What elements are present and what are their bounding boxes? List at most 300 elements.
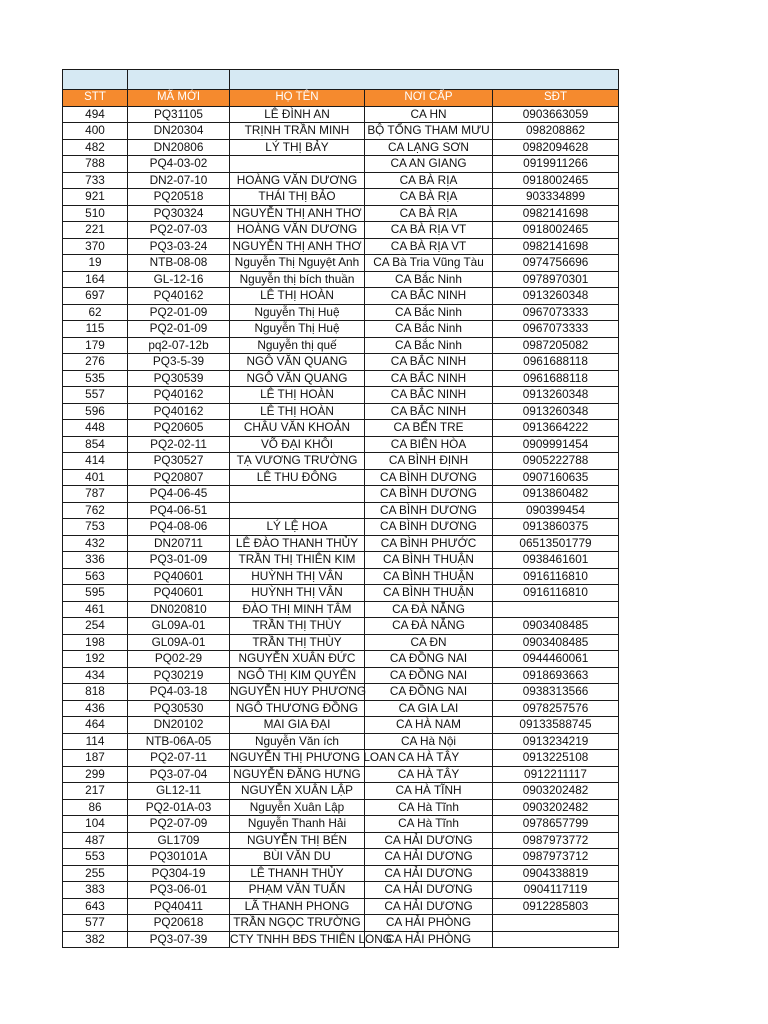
table-row xyxy=(63,123,619,140)
sdt-cell[interactable]: 0967073333 xyxy=(493,321,619,338)
ho-ten-cell[interactable]: TẠ VƯƠNG TRƯỜNG xyxy=(230,453,365,470)
ho-ten-cell[interactable]: THÁI THỊ BẢO xyxy=(230,189,365,206)
ma-moi-cell[interactable]: PQ3-07-04 xyxy=(128,766,230,783)
ma-moi-cell[interactable]: PQ30539 xyxy=(128,370,230,387)
sdt-cell[interactable]: 0903663059 xyxy=(493,106,619,123)
stt-cell[interactable]: 179 xyxy=(63,337,128,354)
table-row xyxy=(63,733,619,750)
table-row xyxy=(63,750,619,767)
table-row xyxy=(63,849,619,866)
stt-cell[interactable]: 577 xyxy=(63,915,128,932)
stt-cell[interactable]: 221 xyxy=(63,222,128,239)
ma-moi-cell[interactable]: PQ3-03-24 xyxy=(128,238,230,255)
stt-cell[interactable]: 62 xyxy=(63,304,128,321)
noi-cap-cell[interactable]: CA HẢI DƯƠNG xyxy=(365,832,493,849)
header-row xyxy=(63,90,619,107)
ma-moi-cell[interactable]: PQ20618 xyxy=(128,915,230,932)
ho-ten-cell[interactable]: NGUYỄN THỊ BÉN xyxy=(230,832,365,849)
spreadsheet xyxy=(62,69,619,948)
ho-ten-cell[interactable]: LÊ THỊ HOÀN xyxy=(230,288,365,305)
table-row xyxy=(63,552,619,569)
table-row xyxy=(63,568,619,585)
ho-ten-cell[interactable]: TRỊNH TRẦN MINH xyxy=(230,123,365,140)
noi-cap-cell[interactable]: CA BÀ RỊA xyxy=(365,205,493,222)
ma-moi-cell[interactable]: PQ02-29 xyxy=(128,651,230,668)
sdt-cell[interactable] xyxy=(493,915,619,932)
blank-cell[interactable] xyxy=(63,70,128,90)
sdt-cell[interactable]: 0904338819 xyxy=(493,865,619,882)
noi-cap-cell[interactable]: CA HÀ TĨNH xyxy=(365,783,493,800)
ho-ten-cell[interactable]: NGUYỄN XUÂN ĐỨC xyxy=(230,651,365,668)
sdt-cell[interactable]: 0938461601 xyxy=(493,552,619,569)
records-table xyxy=(62,69,619,948)
ho-ten-cell[interactable]: MAI GIA ĐẠI xyxy=(230,717,365,734)
stt-cell[interactable]: 336 xyxy=(63,552,128,569)
sdt-cell[interactable]: 0903202482 xyxy=(493,783,619,800)
table-row xyxy=(63,816,619,833)
stt-cell[interactable]: 432 xyxy=(63,535,128,552)
ho-ten-cell[interactable]: LÊ THỊ HOÀN xyxy=(230,387,365,404)
ho-ten-cell[interactable]: Nguyễn Xuân Lập xyxy=(230,799,365,816)
sdt-cell[interactable]: 0918693663 xyxy=(493,667,619,684)
table-row xyxy=(63,304,619,321)
sdt-cell[interactable]: 0903408485 xyxy=(493,634,619,651)
ma-moi-cell[interactable]: PQ20807 xyxy=(128,469,230,486)
stt-cell[interactable]: 217 xyxy=(63,783,128,800)
sdt-cell[interactable]: 0913260348 xyxy=(493,387,619,404)
stt-cell[interactable]: 400 xyxy=(63,123,128,140)
noi-cap-cell[interactable]: CA HÀ TÂY xyxy=(365,750,493,767)
ho-ten-cell[interactable]: LÊ THỊ HOÀN xyxy=(230,403,365,420)
table-row xyxy=(63,106,619,123)
table-row xyxy=(63,667,619,684)
noi-cap-cell[interactable]: CA Hà Tĩnh xyxy=(365,799,493,816)
sdt-cell[interactable]: 0907160635 xyxy=(493,469,619,486)
noi-cap-cell[interactable]: BỘ TỔNG THAM MƯU xyxy=(365,123,493,140)
table-row xyxy=(63,288,619,305)
ho-ten-cell[interactable]: CTY TNHH BĐS THIÊN LONG xyxy=(230,931,392,946)
noi-cap-cell[interactable]: CA ĐỒNG NAI xyxy=(365,684,493,701)
ma-moi-cell[interactable]: PQ31105 xyxy=(128,106,230,123)
sdt-cell[interactable]: 0913260348 xyxy=(493,403,619,420)
sdt-cell[interactable]: 0982094628 xyxy=(493,139,619,156)
table-row xyxy=(63,222,619,239)
table-row xyxy=(63,651,619,668)
ho-ten-cell[interactable] xyxy=(230,486,365,503)
ho-ten-cell[interactable]: NGÔ VĂN QUANG xyxy=(230,354,365,371)
ho-ten-cell[interactable]: NGUYỄN HUY PHƯƠNG xyxy=(230,684,366,698)
sdt-cell[interactable]: 0909991454 xyxy=(493,436,619,453)
noi-cap-cell[interactable]: CA Bắc Ninh xyxy=(365,337,493,354)
stt-cell[interactable]: 104 xyxy=(63,816,128,833)
ho-ten-cell[interactable]: TRẦN NGỌC TRƯỜNG xyxy=(230,915,365,932)
noi-cap-cell[interactable]: CA Bà Tria Vũng Tàu xyxy=(365,255,493,272)
sdt-cell[interactable]: 0913260348 xyxy=(493,288,619,305)
table-row xyxy=(63,634,619,651)
stt-cell[interactable]: 255 xyxy=(63,865,128,882)
stt-cell[interactable]: 818 xyxy=(63,684,128,701)
header-stt[interactable]: STT xyxy=(63,90,128,107)
ma-moi-cell[interactable]: DN20102 xyxy=(128,717,230,734)
noi-cap-cell[interactable]: CA BẮC NINH xyxy=(365,370,493,387)
blank-cell[interactable] xyxy=(230,70,619,90)
stt-cell[interactable]: 461 xyxy=(63,601,128,618)
ma-moi-cell[interactable]: PQ2-07-03 xyxy=(128,222,230,239)
table-row xyxy=(63,453,619,470)
ma-moi-cell[interactable]: PQ3-5-39 xyxy=(128,354,230,371)
ma-moi-cell[interactable]: PQ4-03-18 xyxy=(128,684,230,701)
sdt-cell[interactable]: 0978257576 xyxy=(493,700,619,717)
stt-cell[interactable]: 557 xyxy=(63,387,128,404)
sdt-cell[interactable]: 0903202482 xyxy=(493,799,619,816)
sdt-cell[interactable]: 06513501779 xyxy=(493,535,619,552)
ma-moi-cell[interactable]: DN20711 xyxy=(128,535,230,552)
table-row xyxy=(63,469,619,486)
noi-cap-cell[interactable]: CA BÀ RỊA xyxy=(365,172,493,189)
ho-ten-cell[interactable]: NGUYỄN XUÂN LẬP xyxy=(230,783,365,800)
noi-cap-cell[interactable]: CA BẮC NINH xyxy=(365,387,493,404)
noi-cap-cell[interactable]: CA Bắc Ninh xyxy=(365,304,493,321)
noi-cap-cell[interactable]: CA HẢI DƯƠNG xyxy=(365,849,493,866)
noi-cap-cell[interactable]: CA LẠNG SƠN xyxy=(365,139,493,156)
sdt-cell[interactable]: 0913664222 xyxy=(493,420,619,437)
ma-moi-cell[interactable]: PQ30324 xyxy=(128,205,230,222)
sdt-cell[interactable]: 0982141698 xyxy=(493,205,619,222)
ho-ten-cell[interactable]: PHẠM VĂN TUẤN xyxy=(230,882,365,899)
stt-cell[interactable]: 510 xyxy=(63,205,128,222)
table-row xyxy=(63,535,619,552)
ho-ten-cell[interactable]: Nguyễn Thị Nguyệt Anh xyxy=(230,255,365,272)
ma-moi-cell[interactable]: PQ30101A xyxy=(128,849,230,866)
sdt-cell[interactable]: 0987205082 xyxy=(493,337,619,354)
stt-cell[interactable]: 164 xyxy=(63,271,128,288)
sdt-cell[interactable]: 098208862 xyxy=(493,123,619,140)
noi-cap-cell[interactable]: CA BÌNH THUẬN xyxy=(365,552,493,569)
table-row xyxy=(63,601,619,618)
ho-ten-cell[interactable] xyxy=(230,156,365,173)
stt-cell[interactable]: 254 xyxy=(63,618,128,635)
stt-cell[interactable]: 187 xyxy=(63,750,128,767)
ho-ten-cell[interactable]: Nguyễn Thị Huệ xyxy=(230,304,365,321)
stt-cell[interactable]: 414 xyxy=(63,453,128,470)
ho-ten-cell[interactable]: LÃ THANH PHONG xyxy=(230,898,365,915)
sdt-cell[interactable]: 0982141698 xyxy=(493,238,619,255)
table-row xyxy=(63,799,619,816)
stt-cell[interactable]: 86 xyxy=(63,799,128,816)
ma-moi-cell[interactable]: PQ3-01-09 xyxy=(128,552,230,569)
sdt-cell[interactable]: 0919911266 xyxy=(493,156,619,173)
noi-cap-cell[interactable]: CA BẮC NINH xyxy=(365,354,493,371)
ho-ten-cell[interactable]: NGUYỄN THỊ PHƯƠNG LOAN xyxy=(230,750,396,764)
ho-ten-cell[interactable]: HUỲNH THỊ VÂN xyxy=(230,568,365,585)
ho-ten-cell[interactable]: LÝ LỆ HOA xyxy=(230,519,365,536)
sdt-cell[interactable] xyxy=(493,931,619,948)
stt-cell[interactable]: 563 xyxy=(63,568,128,585)
ma-moi-cell[interactable]: GL12-11 xyxy=(128,783,230,800)
sdt-cell[interactable]: 0944460061 xyxy=(493,651,619,668)
table-row xyxy=(63,172,619,189)
ho-ten-cell[interactable]: LÊ THU ĐÔNG xyxy=(230,469,365,486)
ma-moi-cell[interactable]: PQ40601 xyxy=(128,568,230,585)
ma-moi-cell[interactable]: PQ2-07-09 xyxy=(128,816,230,833)
table-row xyxy=(63,931,619,948)
sdt-cell[interactable]: 0912285803 xyxy=(493,898,619,915)
sdt-cell[interactable]: 0978657799 xyxy=(493,816,619,833)
sdt-cell[interactable]: 0961688118 xyxy=(493,354,619,371)
header-noi-cap[interactable]: NƠI CẤP xyxy=(365,90,493,107)
noi-cap-cell[interactable]: CA Hà Tĩnh xyxy=(365,816,493,833)
table-row xyxy=(63,139,619,156)
table-row xyxy=(63,684,619,701)
noi-cap-cell[interactable]: CA BÌNH DƯƠNG xyxy=(365,502,493,519)
noi-cap-cell[interactable]: CA HẢI DƯƠNG xyxy=(365,865,493,882)
ma-moi-cell[interactable]: PQ40411 xyxy=(128,898,230,915)
ho-ten-cell[interactable]: NGÔ THỊ KIM QUYÊN xyxy=(230,667,365,684)
sdt-cell[interactable]: 0918002465 xyxy=(493,222,619,239)
ho-ten-cell[interactable]: BÙI VĂN DU xyxy=(230,849,365,866)
stt-cell[interactable]: 787 xyxy=(63,486,128,503)
ma-moi-cell[interactable]: PQ2-01A-03 xyxy=(128,799,230,816)
stt-cell[interactable]: 553 xyxy=(63,849,128,866)
stt-cell[interactable]: 482 xyxy=(63,139,128,156)
noi-cap-cell[interactable]: CA BẮC NINH xyxy=(365,403,493,420)
noi-cap-cell[interactable]: CA BẾN TRE xyxy=(365,420,493,437)
ma-moi-cell[interactable]: PQ40162 xyxy=(128,403,230,420)
table-row xyxy=(63,321,619,338)
ho-ten-cell[interactable]: VÕ ĐẠI KHÔI xyxy=(230,436,365,453)
sdt-cell[interactable]: 0961688118 xyxy=(493,370,619,387)
table-row xyxy=(63,255,619,272)
ho-ten-cell[interactable]: Nguyễn Thanh Hải xyxy=(230,816,365,833)
sdt-cell[interactable]: 0978970301 xyxy=(493,271,619,288)
ho-ten-cell[interactable]: Nguyễn thị bích thuần xyxy=(230,271,365,288)
noi-cap-cell[interactable]: CA HÀ TÂY xyxy=(365,766,493,783)
ma-moi-cell[interactable]: PQ2-01-09 xyxy=(128,304,230,321)
ho-ten-cell[interactable]: Nguyễn Văn ích xyxy=(230,733,365,750)
ho-ten-cell[interactable]: NGÔ VĂN QUANG xyxy=(230,370,365,387)
ma-moi-cell[interactable]: PQ4-06-51 xyxy=(128,502,230,519)
noi-cap-cell[interactable]: CA ĐỒNG NAI xyxy=(365,651,493,668)
sdt-cell[interactable]: 0938313566 xyxy=(493,684,619,701)
stt-cell[interactable]: 299 xyxy=(63,766,128,783)
noi-cap-cell[interactable]: CA ĐN xyxy=(365,634,493,651)
sdt-cell[interactable]: 0912211117 xyxy=(493,766,619,783)
ma-moi-cell[interactable]: GL09A-01 xyxy=(128,634,230,651)
noi-cap-cell[interactable]: CA HN xyxy=(365,106,493,123)
stt-cell[interactable]: 762 xyxy=(63,502,128,519)
stt-cell[interactable]: 114 xyxy=(63,733,128,750)
ma-moi-cell[interactable]: NTB-08-08 xyxy=(128,255,230,272)
ma-moi-cell[interactable]: PQ20518 xyxy=(128,189,230,206)
ma-moi-cell[interactable]: PQ30530 xyxy=(128,700,230,717)
sdt-cell[interactable]: 0913860375 xyxy=(493,519,619,536)
noi-cap-cell[interactable]: CA Bắc Ninh xyxy=(365,321,493,338)
ho-ten-cell[interactable]: HOÀNG VĂN DƯƠNG xyxy=(230,222,365,239)
sdt-cell[interactable]: 090399454 xyxy=(493,502,619,519)
noi-cap-cell[interactable]: CA BÌNH THUẬN xyxy=(365,585,493,602)
stt-cell[interactable]: 370 xyxy=(63,238,128,255)
sdt-cell[interactable]: 903334899 xyxy=(493,189,619,206)
stt-cell[interactable]: 921 xyxy=(63,189,128,206)
stt-cell[interactable]: 854 xyxy=(63,436,128,453)
noi-cap-cell[interactable]: CA Hà Nội xyxy=(365,733,493,750)
sdt-cell[interactable] xyxy=(493,601,619,618)
noi-cap-cell[interactable]: CA ĐÀ NẴNG xyxy=(365,601,493,618)
header-ho-ten[interactable]: HỌ TÊN xyxy=(230,90,365,107)
stt-cell[interactable]: 383 xyxy=(63,882,128,899)
table-row xyxy=(63,717,619,734)
noi-cap-cell[interactable]: CA HẢI PHÒNG xyxy=(365,931,493,948)
sdt-cell[interactable]: 0913234219 xyxy=(493,733,619,750)
ma-moi-cell[interactable]: PQ40162 xyxy=(128,288,230,305)
noi-cap-cell[interactable]: CA HẢI DƯƠNG xyxy=(365,898,493,915)
ho-ten-cell[interactable]: TRẦN THỊ THÙY xyxy=(230,634,365,651)
ma-moi-cell[interactable]: PQ30527 xyxy=(128,453,230,470)
stt-cell[interactable]: 596 xyxy=(63,403,128,420)
ho-ten-cell[interactable]: LÊ ĐÌNH AN xyxy=(230,106,365,123)
ma-moi-cell[interactable]: PQ3-06-01 xyxy=(128,882,230,899)
noi-cap-cell[interactable]: CA BÌNH DƯƠNG xyxy=(365,469,493,486)
stt-cell[interactable]: 535 xyxy=(63,370,128,387)
noi-cap-cell[interactable]: CA Bắc Ninh xyxy=(365,271,493,288)
sdt-cell[interactable]: 0913860482 xyxy=(493,486,619,503)
ma-moi-cell[interactable]: pq2-07-12b xyxy=(128,337,230,354)
ma-moi-cell[interactable]: PQ3-07-39 xyxy=(128,931,230,948)
ma-moi-cell[interactable]: PQ20605 xyxy=(128,420,230,437)
stt-cell[interactable]: 436 xyxy=(63,700,128,717)
table-row xyxy=(63,387,619,404)
ma-moi-cell[interactable]: DN2-07-10 xyxy=(128,172,230,189)
ho-ten-cell[interactable] xyxy=(230,502,365,519)
stt-cell[interactable]: 643 xyxy=(63,898,128,915)
table-row xyxy=(63,271,619,288)
ma-moi-cell[interactable]: GL09A-01 xyxy=(128,618,230,635)
sdt-cell[interactable]: 0918002465 xyxy=(493,172,619,189)
ma-moi-cell[interactable]: NTB-06A-05 xyxy=(128,733,230,750)
ho-ten-cell[interactable]: TRẦN THỊ THÙY xyxy=(230,618,365,635)
noi-cap-cell[interactable]: CA BÀ RỊA xyxy=(365,189,493,206)
sdt-cell[interactable]: 09133588745 xyxy=(493,717,619,734)
stt-cell[interactable]: 434 xyxy=(63,667,128,684)
ma-moi-cell[interactable]: PQ4-06-45 xyxy=(128,486,230,503)
ho-ten-cell[interactable]: CHÂU VĂN KHOẢN xyxy=(230,420,365,437)
ma-moi-cell[interactable]: GL-12-16 xyxy=(128,271,230,288)
stt-cell[interactable]: 115 xyxy=(63,321,128,338)
ma-moi-cell[interactable]: PQ4-03-02 xyxy=(128,156,230,173)
stt-cell[interactable]: 753 xyxy=(63,519,128,536)
stt-cell[interactable]: 382 xyxy=(63,931,128,948)
ma-moi-cell[interactable]: PQ2-02-11 xyxy=(128,436,230,453)
ma-moi-cell[interactable]: DN020810 xyxy=(128,601,230,618)
ho-ten-cell[interactable]: NGUYỄN THỊ ANH THƠ xyxy=(230,205,365,222)
stt-cell[interactable]: 192 xyxy=(63,651,128,668)
stt-cell[interactable]: 276 xyxy=(63,354,128,371)
noi-cap-cell[interactable]: CA HẢI PHÒNG xyxy=(365,915,493,932)
table-row xyxy=(63,519,619,536)
noi-cap-cell[interactable]: CA BÀ RỊA VT xyxy=(365,222,493,239)
sdt-cell[interactable]: 0974756696 xyxy=(493,255,619,272)
ho-ten-cell[interactable]: ĐÀO THỊ MINH TÂM xyxy=(230,601,365,618)
ma-moi-cell[interactable]: DN20806 xyxy=(128,139,230,156)
table-row xyxy=(63,882,619,899)
ma-moi-cell[interactable]: PQ30219 xyxy=(128,667,230,684)
ho-ten-cell[interactable]: LÊ ĐÀO THANH THỦY xyxy=(230,535,365,552)
ho-ten-cell[interactable]: LÝ THỊ BẢY xyxy=(230,139,365,156)
ho-ten-cell[interactable]: NGUYỄN ĐĂNG HƯNG xyxy=(230,766,365,783)
sdt-cell[interactable]: 0987973772 xyxy=(493,832,619,849)
stt-cell[interactable]: 448 xyxy=(63,420,128,437)
ho-ten-cell[interactable]: NGÔ THƯƠNG ĐỒNG xyxy=(230,700,365,717)
sdt-cell[interactable]: 0916116810 xyxy=(493,568,619,585)
noi-cap-cell[interactable]: CA BẮC NINH xyxy=(365,288,493,305)
stt-cell[interactable]: 595 xyxy=(63,585,128,602)
stt-cell[interactable]: 494 xyxy=(63,106,128,123)
table-row xyxy=(63,403,619,420)
ma-moi-cell[interactable]: PQ304-19 xyxy=(128,865,230,882)
noi-cap-cell[interactable]: CA BÌNH ĐỊNH xyxy=(365,453,493,470)
ho-ten-cell[interactable]: HUỲNH THỊ VÂN xyxy=(230,585,365,602)
noi-cap-cell[interactable]: CA ĐÀ NẴNG xyxy=(365,618,493,635)
header-ma-moi[interactable]: MÃ MỚI xyxy=(128,90,230,107)
noi-cap-cell[interactable]: CA BÌNH DƯƠNG xyxy=(365,519,493,536)
table-row xyxy=(63,354,619,371)
noi-cap-cell[interactable]: CA BÌNH PHƯỚC xyxy=(365,535,493,552)
stt-cell[interactable]: 401 xyxy=(63,469,128,486)
noi-cap-cell[interactable]: CA ĐỒNG NAI xyxy=(365,667,493,684)
noi-cap-cell[interactable]: CA HÀ NAM xyxy=(365,717,493,734)
sdt-cell[interactable]: 0916116810 xyxy=(493,585,619,602)
stt-cell[interactable]: 697 xyxy=(63,288,128,305)
sdt-cell[interactable]: 0905222788 xyxy=(493,453,619,470)
sdt-cell[interactable]: 0904117119 xyxy=(493,882,619,899)
noi-cap-cell[interactable]: CA AN GIANG xyxy=(365,156,493,173)
ho-ten-cell[interactable]: HOÀNG VĂN DƯƠNG xyxy=(230,172,365,189)
table-row xyxy=(63,420,619,437)
table-row xyxy=(63,865,619,882)
ma-moi-cell[interactable]: GL1709 xyxy=(128,832,230,849)
ma-moi-cell[interactable]: PQ4-08-06 xyxy=(128,519,230,536)
sdt-cell[interactable]: 0967073333 xyxy=(493,304,619,321)
ho-ten-cell[interactable]: Nguyễn Thị Huệ xyxy=(230,321,365,338)
noi-cap-cell[interactable]: CA BIÊN HÒA xyxy=(365,436,493,453)
ho-ten-cell[interactable]: TRẦN THỊ THIÊN KIM xyxy=(230,552,365,569)
noi-cap-cell[interactable]: CA HẢI DƯƠNG xyxy=(365,882,493,899)
stt-cell[interactable]: 733 xyxy=(63,172,128,189)
noi-cap-cell[interactable]: CA GIA LAI xyxy=(365,700,493,717)
ma-moi-cell[interactable]: DN20304 xyxy=(128,123,230,140)
ho-ten-cell[interactable]: Nguyễn thị quế xyxy=(230,337,365,354)
stt-cell[interactable]: 788 xyxy=(63,156,128,173)
blank-cell[interactable] xyxy=(128,70,230,90)
ma-moi-cell[interactable]: PQ2-01-09 xyxy=(128,321,230,338)
ma-moi-cell[interactable]: PQ40162 xyxy=(128,387,230,404)
ma-moi-cell[interactable]: PQ40601 xyxy=(128,585,230,602)
stt-cell[interactable]: 464 xyxy=(63,717,128,734)
noi-cap-cell[interactable]: CA BÌNH DƯƠNG xyxy=(365,486,493,503)
stt-cell[interactable]: 198 xyxy=(63,634,128,651)
stt-cell[interactable]: 487 xyxy=(63,832,128,849)
noi-cap-cell[interactable]: CA BÌNH THUẬN xyxy=(365,568,493,585)
stt-cell[interactable]: 19 xyxy=(63,255,128,272)
sdt-cell[interactable]: 0987973712 xyxy=(493,849,619,866)
sdt-cell[interactable]: 0903408485 xyxy=(493,618,619,635)
ma-moi-cell[interactable]: PQ2-07-11 xyxy=(128,750,230,767)
sdt-cell[interactable]: 0913225108 xyxy=(493,750,619,767)
ho-ten-cell[interactable]: LÊ THANH THỦY xyxy=(230,865,365,882)
noi-cap-cell[interactable]: CA BÀ RỊA VT xyxy=(365,238,493,255)
header-sdt[interactable]: SĐT xyxy=(493,90,619,107)
ho-ten-cell[interactable]: NGUYỄN THỊ ANH THƠ xyxy=(230,238,365,255)
